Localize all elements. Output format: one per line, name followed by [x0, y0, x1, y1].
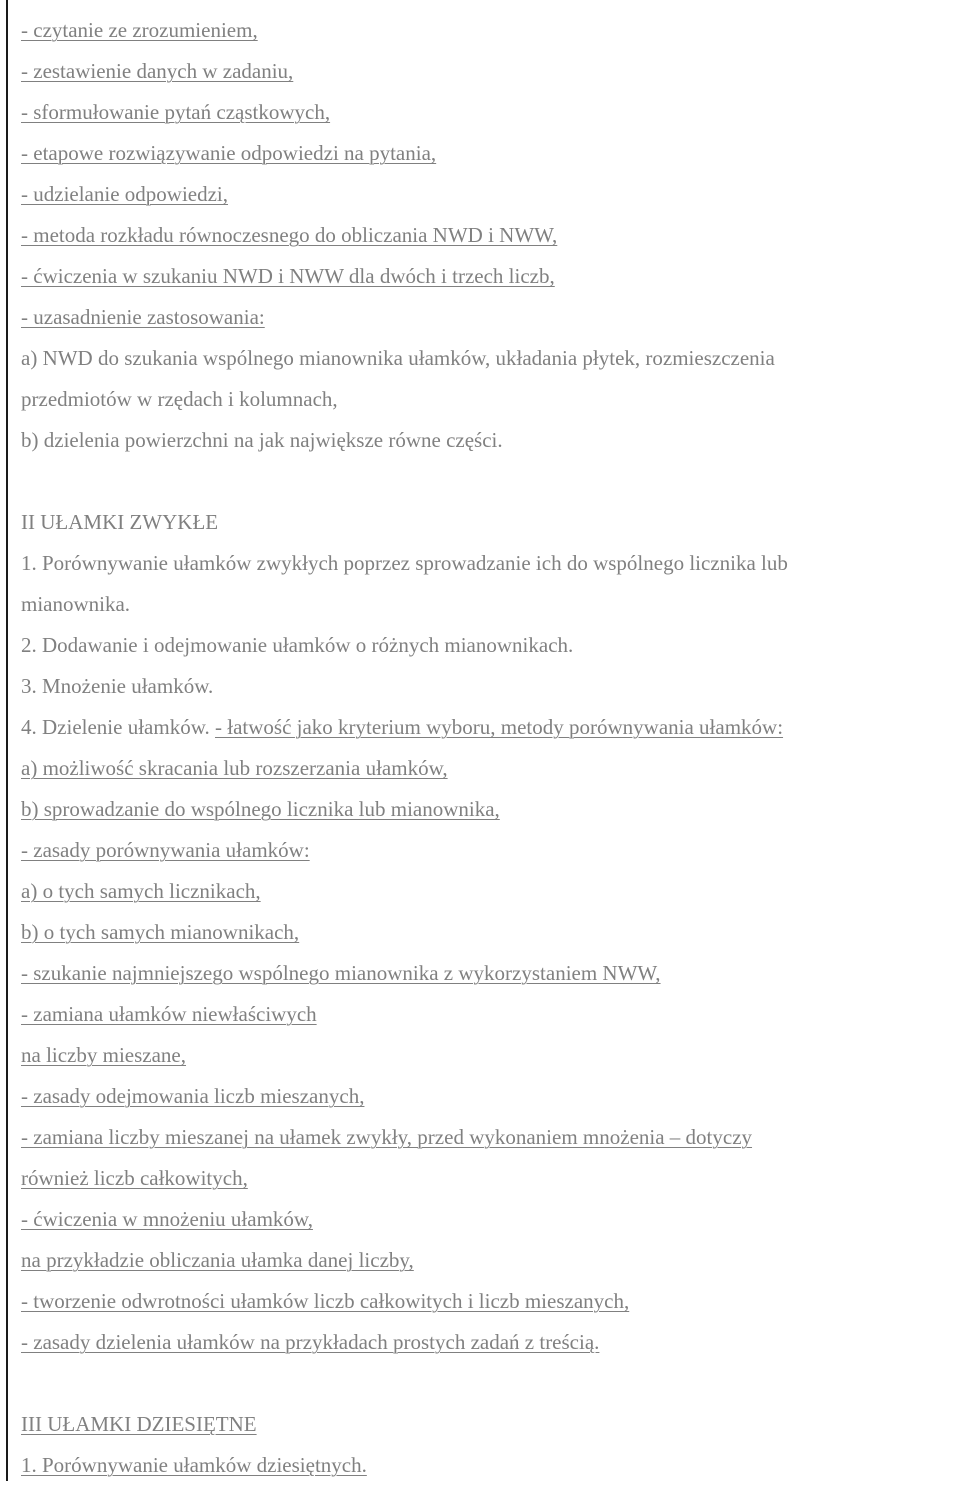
list-item: na liczby mieszane, — [21, 1043, 187, 1067]
section-spacer — [21, 461, 951, 502]
list-item: - uzasadnienie zastosowania: — [21, 305, 265, 329]
list-item: - metoda rozkładu równoczesnego do obliczania NWD i NWW, — [21, 223, 558, 247]
list-item: - sformułowanie pytań cząstkowych, — [21, 100, 331, 124]
list-item: - zasady porównywania ułamków: — [21, 838, 310, 862]
list-item: przedmiotów w rzędach i kolumnach, — [21, 387, 338, 411]
list-item: 1. Porównywanie ułamków dziesiętnych. — [21, 1453, 367, 1477]
section-heading: II UŁAMKI ZWYKŁE — [21, 510, 219, 534]
list-item: a) możliwość skracania lub rozszerzania ułamków, — [21, 756, 448, 780]
list-item: - zamiana ułamków niewłaściwych — [21, 1002, 317, 1026]
list-item: 3. Mnożenie ułamków. — [21, 674, 214, 698]
list-item: - zamiana liczby mieszanej na ułamek zwykły, przed wykonaniem mnożenia – dotyczy — [21, 1125, 753, 1149]
list-item: - tworzenie odwrotności ułamków liczb całkowitych i liczb mieszanych, — [21, 1289, 630, 1313]
list-item: - etapowe rozwiązywanie odpowiedzi na pytania, — [21, 141, 437, 165]
list-item: - zasady odejmowania liczb mieszanych, — [21, 1084, 365, 1108]
list-item: na przykładzie obliczania ułamka danej liczby, — [21, 1248, 414, 1272]
list-item: a) o tych samych licznikach, — [21, 879, 261, 903]
list-item: 1. Porównywanie ułamków zwykłych poprzez sprowadzanie ich do wspólnego licznika lub — [21, 551, 788, 575]
list-item-text: 4. Dzielenie ułamków. — [21, 715, 215, 739]
list-item: b) o tych samych mianownikach, — [21, 920, 300, 944]
list-item — [21, 707, 951, 748]
list-item: - czytanie ze zrozumieniem, — [21, 18, 258, 42]
list-item: - ćwiczenia w szukaniu NWD i NWW dla dwóch i trzech liczb, — [21, 264, 555, 288]
list-item: - szukanie najmniejszego wspólnego mianownika z wykorzystaniem NWW, — [21, 961, 661, 985]
list-item: b) dzielenia powierzchni na jak największe równe części. — [21, 428, 503, 452]
list-item: 2. Dodawanie i odejmowanie ułamków o różnych mianownikach. — [21, 633, 574, 657]
list-item: mianownika. — [21, 592, 131, 616]
section-spacer — [21, 1363, 951, 1404]
list-item-text: - łatwość jako kryterium wyboru, metody porównywania ułamków: — [215, 715, 784, 739]
left-margin-rule — [6, 0, 8, 1481]
list-item: a) NWD do szukania wspólnego mianownika ułamków, układania płytek, rozmieszczenia — [21, 346, 775, 370]
list-item: również liczb całkowitych, — [21, 1166, 248, 1190]
list-item: b) sprowadzanie do wspólnego licznika lub mianownika, — [21, 797, 500, 821]
list-item: - zestawienie danych w zadaniu, — [21, 59, 294, 83]
list-item: - udzielanie odpowiedzi, — [21, 182, 229, 206]
list-item: - ćwiczenia w mnożeniu ułamków, — [21, 1207, 313, 1231]
document-body — [21, 10, 951, 1486]
section-heading: III UŁAMKI DZIESIĘTNE — [21, 1412, 257, 1436]
list-item: - zasady dzielenia ułamków na przykładach prostych zadań z treścią. — [21, 1330, 600, 1354]
